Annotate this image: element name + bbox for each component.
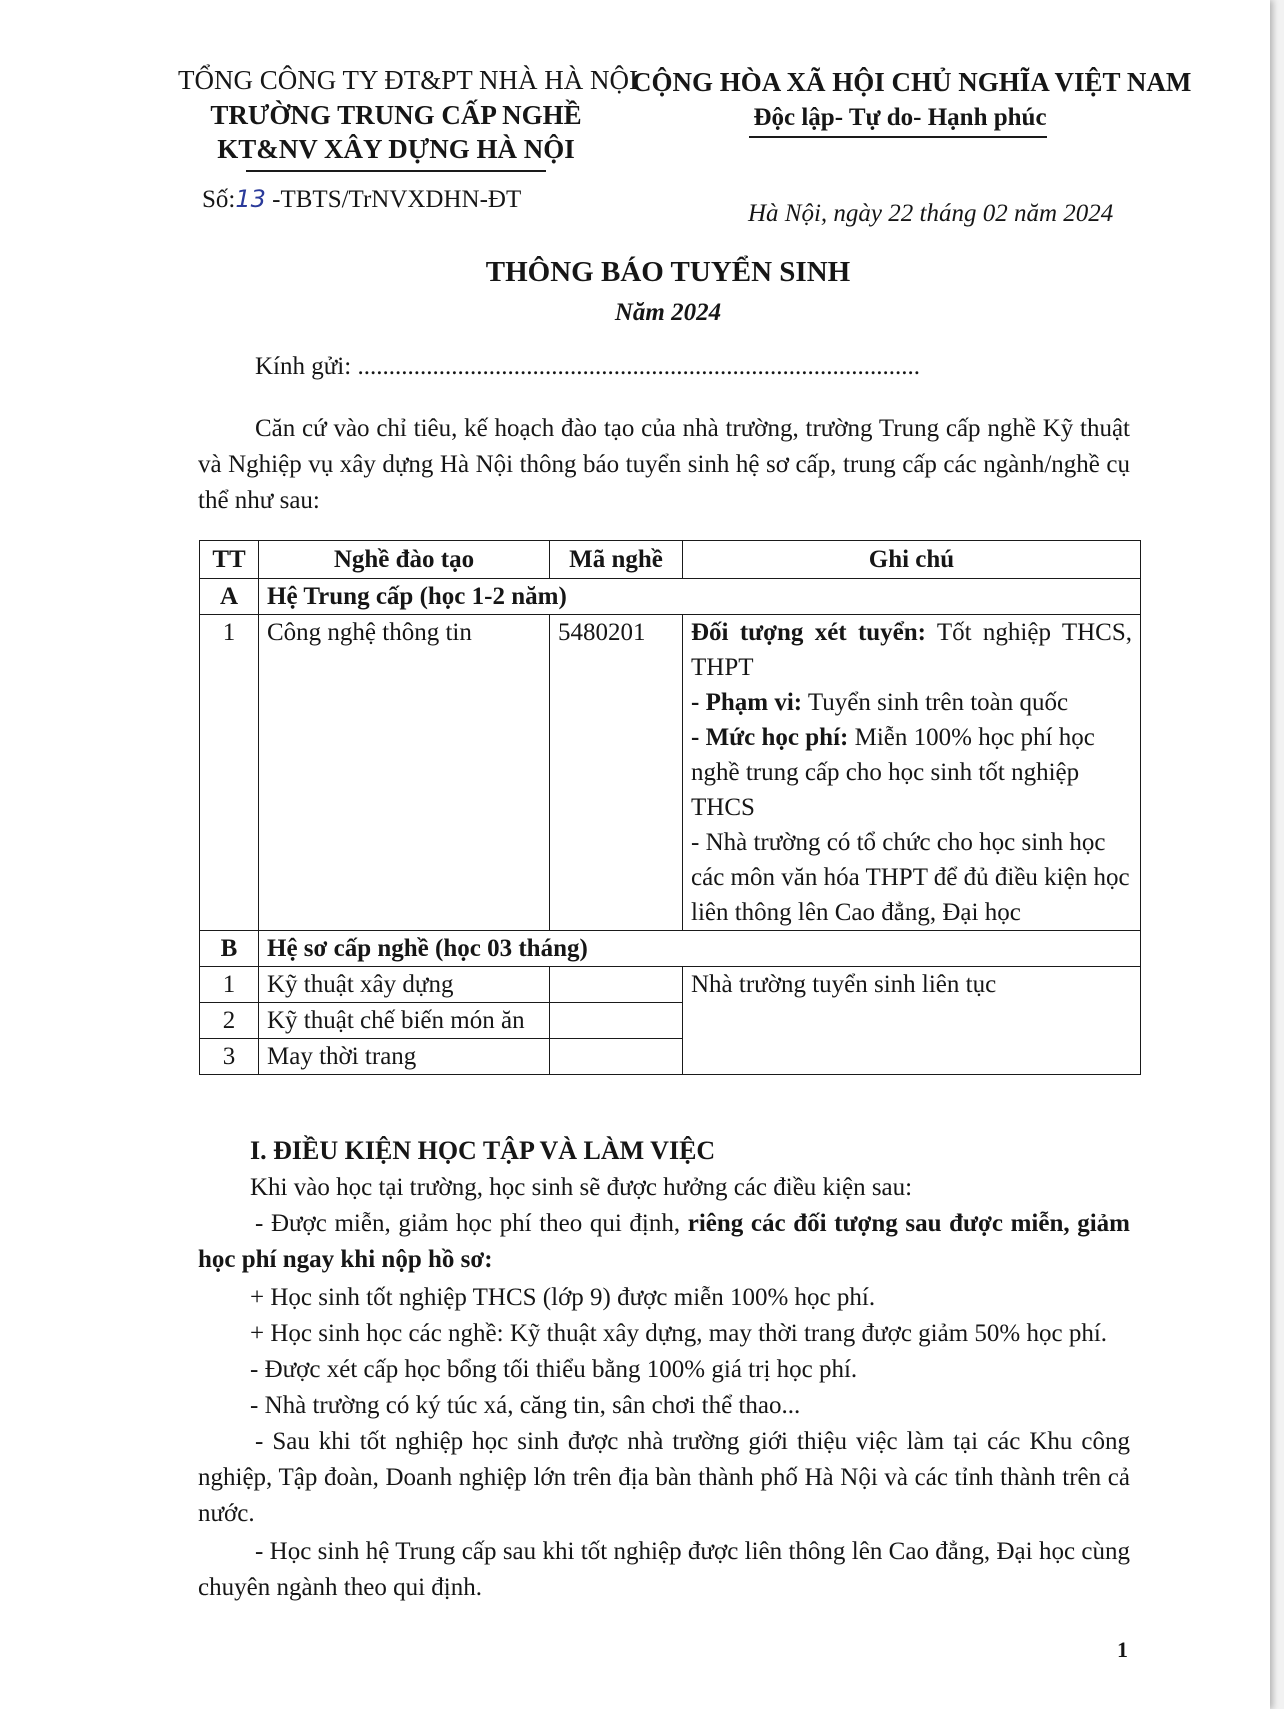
section-1-item-2: - Được xét cấp học bổng tối thiểu bằng 100% giá trị học phí. bbox=[250, 1356, 858, 1383]
row-name: Kỹ thuật chế biến món ăn bbox=[259, 1003, 550, 1039]
section-1-sub-1: + Học sinh tốt nghiệp THCS (lớp 9) được miễn 100% học phí. bbox=[250, 1284, 876, 1311]
row-note bbox=[683, 615, 1141, 931]
header-code: Mã nghề bbox=[550, 541, 683, 579]
intro-paragraph: Căn cứ vào chỉ tiêu, kế hoạch đào tạo của nhà trường, trường Trung cấp nghề Kỹ thuật và Nghiệp vụ xây dựng Hà Nội thông báo tuyển sinh hệ sơ cấp, trung cấp các ngành/nghề cụ thể như sau: bbox=[198, 415, 1130, 514]
note-fee bbox=[691, 720, 1132, 825]
programs-table bbox=[199, 540, 1141, 1075]
section-a-code: A bbox=[200, 579, 259, 615]
nation-title: CỘNG HÒA XÃ HỘI CHỦ NGHĨA VIỆT NAM bbox=[632, 67, 1192, 97]
note-culture: - Nhà trường có tổ chức cho học sinh học các môn văn hóa THPT để đủ điều kiện học liên thông lên Cao đẳng, Đại học bbox=[691, 829, 1130, 926]
section-1-item-3: - Nhà trường có ký túc xá, căng tin, sân chơi thể thao... bbox=[250, 1392, 801, 1419]
page-number: 1 bbox=[1117, 1637, 1128, 1662]
row-code: 5480201 bbox=[550, 615, 683, 931]
document-title: THÔNG BÁO TUYỂN SINH bbox=[485, 256, 851, 288]
org-line-3: KT&NV XÂY DỰNG HÀ NỘI bbox=[217, 134, 575, 164]
org-line-1: TỔNG CÔNG TY ĐT&PT NHÀ HÀ NỘI bbox=[178, 65, 638, 95]
place-date: Hà Nội, ngày 22 tháng 02 năm 2024 bbox=[748, 200, 1114, 227]
table-header-row bbox=[200, 541, 1141, 579]
note-scope bbox=[691, 685, 1132, 720]
doc-number bbox=[202, 182, 521, 217]
table-row bbox=[200, 967, 1141, 1003]
row-code bbox=[550, 1003, 683, 1039]
row-tt: 2 bbox=[200, 1003, 259, 1039]
section-1-sub-2: + Học sinh học các nghề: Kỹ thuật xây dựng, may thời trang được giảm 50% học phí. bbox=[250, 1320, 1108, 1347]
row-tt: 1 bbox=[200, 615, 259, 931]
section-1-heading: I. ĐIỀU KIỆN HỌC TẬP VÀ LÀM VIỆC bbox=[250, 1136, 716, 1165]
note-scope-label: - Phạm vi: bbox=[691, 689, 803, 716]
section-a-label: Hệ Trung cấp (học 1-2 năm) bbox=[259, 579, 1141, 615]
motto: Độc lập- Tự do- Hạnh phúc bbox=[753, 104, 1047, 131]
section-b-label: Hệ sơ cấp nghề (học 03 tháng) bbox=[259, 931, 1141, 967]
document-subtitle: Năm 2024 bbox=[614, 299, 722, 326]
note-fee-value: Miễn 100% học phí học nghề trung cấp cho học sinh tốt nghiệp THCS bbox=[691, 724, 1095, 821]
table-row bbox=[200, 615, 1141, 931]
recipient-line: Kính gửi: .......................................................................................... bbox=[255, 353, 920, 380]
doc-number-prefix: Số: bbox=[202, 186, 236, 213]
section-b-code: B bbox=[200, 931, 259, 967]
row-tt: 1 bbox=[200, 967, 259, 1003]
note-target-value: Tốt nghiệp THCS, THPT bbox=[691, 619, 1132, 681]
row-code bbox=[550, 1039, 683, 1075]
row-name: Công nghệ thông tin bbox=[259, 615, 550, 931]
section-1-item-4: - Sau khi tốt nghiệp học sinh được nhà trường giới thiệu việc làm tại các Khu công nghiệp, Tập đoàn, Doanh nghiệp lớn trên địa bàn thành phố Hà Nội và các tỉnh thành trên cả nước. bbox=[198, 1428, 1130, 1527]
section-b-row bbox=[200, 931, 1141, 967]
row-name: Kỹ thuật xây dựng bbox=[259, 967, 550, 1003]
doc-number-suffix: -TBTS/TrNVXDHN-ĐT bbox=[272, 186, 522, 213]
header-name: Nghề đào tạo bbox=[259, 541, 550, 579]
item-1-bold: riêng các đối tượng sau được miễn, giảm học phí ngay khi nộp hồ sơ: bbox=[198, 1210, 1130, 1273]
section-1-item-5: - Học sinh hệ Trung cấp sau khi tốt nghiệp được liên thông lên Cao đẳng, Đại học cùng chuyên ngành theo qui định. bbox=[198, 1538, 1130, 1601]
section-a-row bbox=[200, 579, 1141, 615]
header-note: Ghi chú bbox=[683, 541, 1141, 579]
row-name: May thời trang bbox=[259, 1039, 550, 1075]
org-underline bbox=[246, 170, 546, 172]
motto-underline bbox=[749, 136, 1047, 138]
doc-number-handwritten: 13 bbox=[235, 185, 266, 213]
header-tt: TT bbox=[200, 541, 259, 579]
row-note-b: Nhà trường tuyển sinh liên tục bbox=[683, 967, 1141, 1075]
org-line-2: TRƯỜNG TRUNG CẤP NGHỀ bbox=[210, 100, 582, 130]
row-tt: 3 bbox=[200, 1039, 259, 1075]
note-target-label: Đối tượng xét tuyển: bbox=[691, 619, 927, 646]
note-target bbox=[691, 615, 1132, 685]
section-1-item-1 bbox=[198, 1206, 1130, 1278]
note-scope-value: Tuyển sinh trên toàn quốc bbox=[802, 689, 1069, 716]
section-1-lead: Khi vào học tại trường, học sinh sẽ được hưởng các điều kiện sau: bbox=[250, 1174, 913, 1201]
item-1-normal: - Được miễn, giảm học phí theo qui định, bbox=[255, 1210, 688, 1237]
note-fee-label: - Mức học phí: bbox=[691, 724, 849, 751]
row-code bbox=[550, 967, 683, 1003]
